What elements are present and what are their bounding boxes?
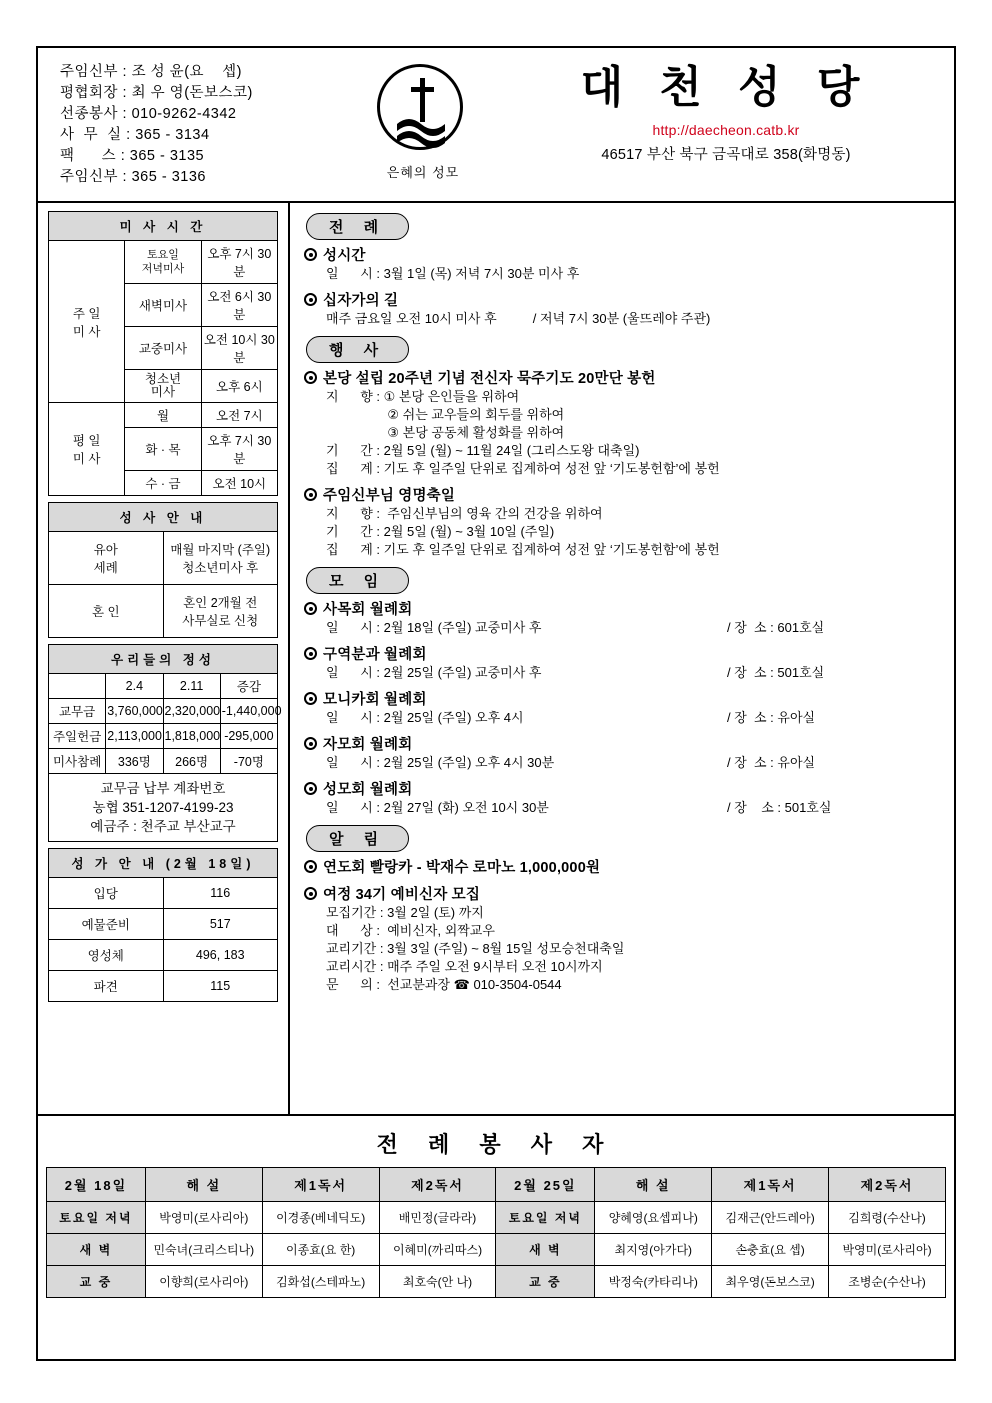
contact-line: 평협회장 : 최 우 영(돈보스코) <box>60 85 253 101</box>
table-header-row <box>47 1168 946 1202</box>
hymn-value: 496, 183 <box>163 940 278 971</box>
sacrament-label: 혼 인 <box>49 585 164 638</box>
server-name: 최우영(돈보스코) <box>712 1266 829 1298</box>
title-text: 자모회 월례회 <box>323 737 413 753</box>
church-address: 46517 부산 북구 금곡대로 358(화명동) <box>601 147 851 163</box>
hymn-label: 입당 <box>49 878 164 909</box>
section-pill-liturgy: 전 례 <box>306 213 409 240</box>
offering-value: 336명 <box>106 749 163 774</box>
section-notice-header <box>306 825 942 852</box>
offering-value: 266명 <box>163 749 220 774</box>
meeting-when: 일 시 : 2월 27일 (화) 오전 10시 30분 <box>326 800 549 815</box>
title-block <box>498 48 954 201</box>
server-name: 이종효(요 한) <box>262 1234 379 1266</box>
meeting-where: / 장 소 : 유아실 <box>727 755 816 770</box>
mass-time: 오후 7시 30분 <box>201 241 277 284</box>
servers-row-label: 토요일 저녁 <box>47 1202 146 1234</box>
notice-item <box>304 856 942 877</box>
logo-caption: 은혜의 성모 <box>386 165 460 180</box>
offering-value: 1,818,000 <box>163 724 220 749</box>
header <box>38 48 954 203</box>
server-name: 김재근(안드레아) <box>712 1202 829 1234</box>
account-title: 교무금 납부 계좌번호 <box>100 781 226 796</box>
server-name: 이향희(로사리아) <box>145 1266 262 1298</box>
server-name: 배민정(글라라) <box>379 1202 496 1234</box>
servers-col-reading1: 제1독서 <box>262 1168 379 1202</box>
title-text: 성모회 월례회 <box>323 782 413 798</box>
church-logo-icon <box>363 62 483 158</box>
title-text: 사목회 월례회 <box>323 602 413 618</box>
title-text: 여정 34기 예비신자 모집 <box>323 887 481 903</box>
servers-col-reading2: 제2독서 <box>379 1168 496 1202</box>
bullet-icon <box>304 782 317 795</box>
bulletin-frame <box>36 46 956 1361</box>
event-item <box>304 367 942 478</box>
section-liturgy-header <box>306 213 942 240</box>
meeting-item <box>304 778 942 817</box>
servers-table <box>46 1167 946 1298</box>
event-item <box>304 484 942 559</box>
meeting-where: / 장 소 : 유아실 <box>727 710 816 725</box>
title-text: 십자가의 길 <box>323 293 399 309</box>
bullet-icon <box>304 602 317 615</box>
mass-group-sunday: 주 일 미 사 <box>49 241 125 403</box>
bullet-icon <box>304 692 317 705</box>
bullet-icon <box>304 737 317 750</box>
offering-value: 3,760,000 <box>106 699 163 724</box>
server-name: 이경종(베네딕도) <box>262 1202 379 1234</box>
title-text: 연도회 빨랑카 - 박재수 로마노 1,000,000원 <box>323 860 601 876</box>
mass-time: 오전 6시 30분 <box>201 284 277 327</box>
server-name: 이혜미(까리따스) <box>379 1234 496 1266</box>
liturgy-item-line: 매주 금요일 오전 10시 미사 후 / 저녁 7시 30분 (울뜨레야 주관) <box>326 311 711 326</box>
servers-row-label: 교 중 <box>496 1266 595 1298</box>
event-line: 기 간 : 2월 5일 (월) ~ 3월 10일 (주일) <box>326 524 555 539</box>
event-line: 지 향 : 주임신부님의 영육 간의 건강을 위하여 <box>326 506 603 521</box>
server-name: 박영미(로사리아) <box>829 1234 946 1266</box>
meeting-when: 일 시 : 2월 18일 (주일) 교중미사 후 <box>326 620 542 635</box>
mass-schedule-title: 미 사 시 간 <box>49 212 278 241</box>
section-pill-meetings: 모 임 <box>306 567 409 594</box>
offering-row-label: 미사참례 <box>49 749 106 774</box>
servers-col-reading1: 제1독서 <box>712 1168 829 1202</box>
notice-line: 모집기간 : 3월 2일 (토) 까지 <box>326 905 484 920</box>
meeting-where: / 장 소 : 501호실 <box>727 665 825 680</box>
notice-line: 대 상 : 예비신자, 외짝교우 <box>326 923 495 938</box>
mass-kind: 청소년 미사 <box>125 370 201 403</box>
hymn-table <box>48 848 278 1002</box>
hymn-value: 116 <box>163 878 278 909</box>
servers-section <box>38 1116 954 1298</box>
event-line: 기 간 : 2월 5일 (월) ~ 11월 24일 (그리스도왕 대축일) <box>326 443 640 458</box>
meeting-item <box>304 733 942 772</box>
server-name: 조병순(수산나) <box>829 1266 946 1298</box>
event-line: 지 향 : ① 본당 은인들을 위하여 <box>326 389 520 404</box>
liturgy-item <box>304 289 942 328</box>
account-holder: 예금주 : 천주교 부산교구 <box>90 819 236 834</box>
notice-line: 교리기간 : 3월 3일 (주일) ~ 8월 15일 성모승천대축일 <box>326 941 625 956</box>
hymn-label: 파견 <box>49 971 164 1002</box>
table-row <box>47 1234 946 1266</box>
section-pill-events: 행 사 <box>306 336 409 363</box>
sacrament-value: 혼인 2개월 전 사무실로 신청 <box>163 585 278 638</box>
sacrament-table <box>48 502 278 638</box>
meeting-item <box>304 688 942 727</box>
hymn-title: 성 가 안 내 (2월 18일) <box>49 849 278 878</box>
title-text: 모니카회 월례회 <box>323 692 427 708</box>
right-column <box>290 203 954 1114</box>
hymn-value: 517 <box>163 909 278 940</box>
meeting-where: / 장 소 : 601호실 <box>727 620 825 635</box>
servers-col-commentator: 해 설 <box>145 1168 262 1202</box>
title-text: 성시간 <box>323 248 366 264</box>
account-number: 농협 351-1207-4199-23 <box>92 800 234 815</box>
event-line: ② 쉬는 교우들의 회두를 위하여 <box>326 407 565 422</box>
meeting-where: / 장 소 : 501호실 <box>727 800 832 815</box>
servers-row-label: 새 벽 <box>47 1234 146 1266</box>
mass-time: 오후 7시 30분 <box>201 428 277 471</box>
contact-line: 선종봉사 : 010-9262-4342 <box>60 106 237 122</box>
servers-col-commentator: 해 설 <box>595 1168 712 1202</box>
meeting-title <box>304 733 942 754</box>
mass-time: 오후 6시 <box>201 370 277 403</box>
notice-line: 문 의 : 선교분과장 ☎ 010-3504-0544 <box>326 977 562 992</box>
sacrament-value: 매월 마지막 (주일) 청소년미사 후 <box>163 532 278 585</box>
mass-kind: 월 <box>125 403 201 428</box>
servers-col-reading2: 제2독서 <box>829 1168 946 1202</box>
account-block <box>48 774 278 842</box>
servers-date-left: 2월 18일 <box>47 1168 146 1202</box>
bullet-icon <box>304 860 317 873</box>
left-column <box>38 203 290 1114</box>
liturgy-item-title <box>304 244 942 265</box>
event-line: 집 계 : 기도 후 일주일 단위로 집계하여 성전 앞 ‘기도봉헌함’에 봉헌 <box>326 542 720 557</box>
server-name: 김희령(수산나) <box>829 1202 946 1234</box>
table-row <box>47 1266 946 1298</box>
notice-title <box>304 856 942 877</box>
offering-value: 2,113,000 <box>106 724 163 749</box>
servers-date-right: 2월 25일 <box>496 1168 595 1202</box>
contact-line: 사 무 실 : 365 - 3134 <box>60 127 210 143</box>
section-events-header <box>306 336 942 363</box>
offering-col-blank <box>49 674 106 699</box>
bullet-icon <box>304 647 317 660</box>
event-line: ③ 본당 공동체 활성화를 위하여 <box>326 425 565 440</box>
server-name: 김화섭(스테파노) <box>262 1266 379 1298</box>
meeting-title <box>304 598 942 619</box>
sacrament-title: 성 사 안 내 <box>49 503 278 532</box>
server-name: 박정숙(카타리나) <box>595 1266 712 1298</box>
title-text: 구역분과 월례회 <box>323 647 427 663</box>
mass-kind: 새벽미사 <box>125 284 201 327</box>
mass-time: 오전 10시 <box>201 471 277 496</box>
sacrament-label: 유아 세례 <box>49 532 164 585</box>
page-title: 대 천 성 당 <box>580 63 872 112</box>
body <box>38 203 954 1116</box>
notice-title <box>304 883 942 904</box>
table-row <box>47 1202 946 1234</box>
server-name: 손충효(요 셉) <box>712 1234 829 1266</box>
event-item-title <box>304 484 942 505</box>
server-name: 최호숙(안 나) <box>379 1266 496 1298</box>
liturgy-item <box>304 244 942 283</box>
mass-time: 오전 7시 <box>201 403 277 428</box>
hymn-label: 예물준비 <box>49 909 164 940</box>
offering-row-label: 교무금 <box>49 699 106 724</box>
offering-diff: -1,440,000 <box>220 699 277 724</box>
meeting-item <box>304 643 942 682</box>
event-line: 집 계 : 기도 후 일주일 단위로 집계하여 성전 앞 ‘기도봉헌함’에 봉헌 <box>326 461 720 476</box>
offering-row-label: 주일헌금 <box>49 724 106 749</box>
bullet-icon <box>304 293 317 306</box>
mass-kind: 수 · 금 <box>125 471 201 496</box>
meeting-title <box>304 688 942 709</box>
section-pill-notice: 알 림 <box>306 825 409 852</box>
section-meetings-header <box>306 567 942 594</box>
offering-col-diff: 증감 <box>220 674 277 699</box>
offering-col-date1: 2.4 <box>106 674 163 699</box>
offering-diff: -70명 <box>220 749 277 774</box>
bullet-icon <box>304 248 317 261</box>
server-name: 양혜영(요셉피나) <box>595 1202 712 1234</box>
contact-line: 주임신부 : 조 성 윤(요 셉) <box>60 64 242 80</box>
liturgy-item-title <box>304 289 942 310</box>
liturgy-item-line: 일 시 : 3월 1일 (목) 저녁 7시 30분 미사 후 <box>326 266 580 281</box>
server-name: 최지영(아가다) <box>595 1234 712 1266</box>
meeting-when: 일 시 : 2월 25일 (주일) 오후 4시 30분 <box>326 755 555 770</box>
logo-block <box>348 48 498 201</box>
offering-value: 2,320,000 <box>163 699 220 724</box>
event-item-title <box>304 367 942 388</box>
mass-time: 오전 10시 30분 <box>201 327 277 370</box>
meeting-item <box>304 598 942 637</box>
offering-table <box>48 644 282 774</box>
contact-block <box>38 48 348 201</box>
mass-group-weekday: 평 일 미 사 <box>49 403 125 496</box>
notice-line: 교리시간 : 매주 주일 오전 9시부터 오전 10시까지 <box>326 959 603 974</box>
meeting-title <box>304 778 942 799</box>
title-text: 본당 설립 20주년 기념 전신자 묵주기도 20만단 봉헌 <box>323 371 656 387</box>
contact-line: 주임신부 : 365 - 3136 <box>60 169 206 185</box>
mass-kind: 토요일 저녁미사 <box>125 241 201 284</box>
church-url[interactable]: http://daecheon.catb.kr <box>652 122 800 138</box>
offering-title: 우리들의 정성 <box>49 645 278 674</box>
server-name: 민숙녀(크리스티나) <box>145 1234 262 1266</box>
server-name: 박영미(로사리아) <box>145 1202 262 1234</box>
meeting-when: 일 시 : 2월 25일 (주일) 교중미사 후 <box>326 665 542 680</box>
servers-row-label: 교 중 <box>47 1266 146 1298</box>
notice-item <box>304 883 942 994</box>
contact-line: 팩 스 : 365 - 3135 <box>60 148 205 164</box>
mass-kind: 교중미사 <box>125 327 201 370</box>
mass-schedule-table <box>48 211 278 496</box>
meeting-title <box>304 643 942 664</box>
meeting-when: 일 시 : 2월 25일 (주일) 오후 4시 <box>326 710 524 725</box>
bullet-icon <box>304 371 317 384</box>
servers-row-label: 토요일 저녁 <box>496 1202 595 1234</box>
offering-diff: -295,000 <box>220 724 277 749</box>
bullet-icon <box>304 887 317 900</box>
servers-row-label: 새 벽 <box>496 1234 595 1266</box>
hymn-label: 영성체 <box>49 940 164 971</box>
hymn-value: 115 <box>163 971 278 1002</box>
offering-col-date2: 2.11 <box>163 674 220 699</box>
servers-title: 전 례 봉 사 자 <box>376 1132 616 1157</box>
mass-kind: 화 · 목 <box>125 428 201 471</box>
title-text: 주임신부님 영명축일 <box>323 488 456 504</box>
bullet-icon <box>304 488 317 501</box>
